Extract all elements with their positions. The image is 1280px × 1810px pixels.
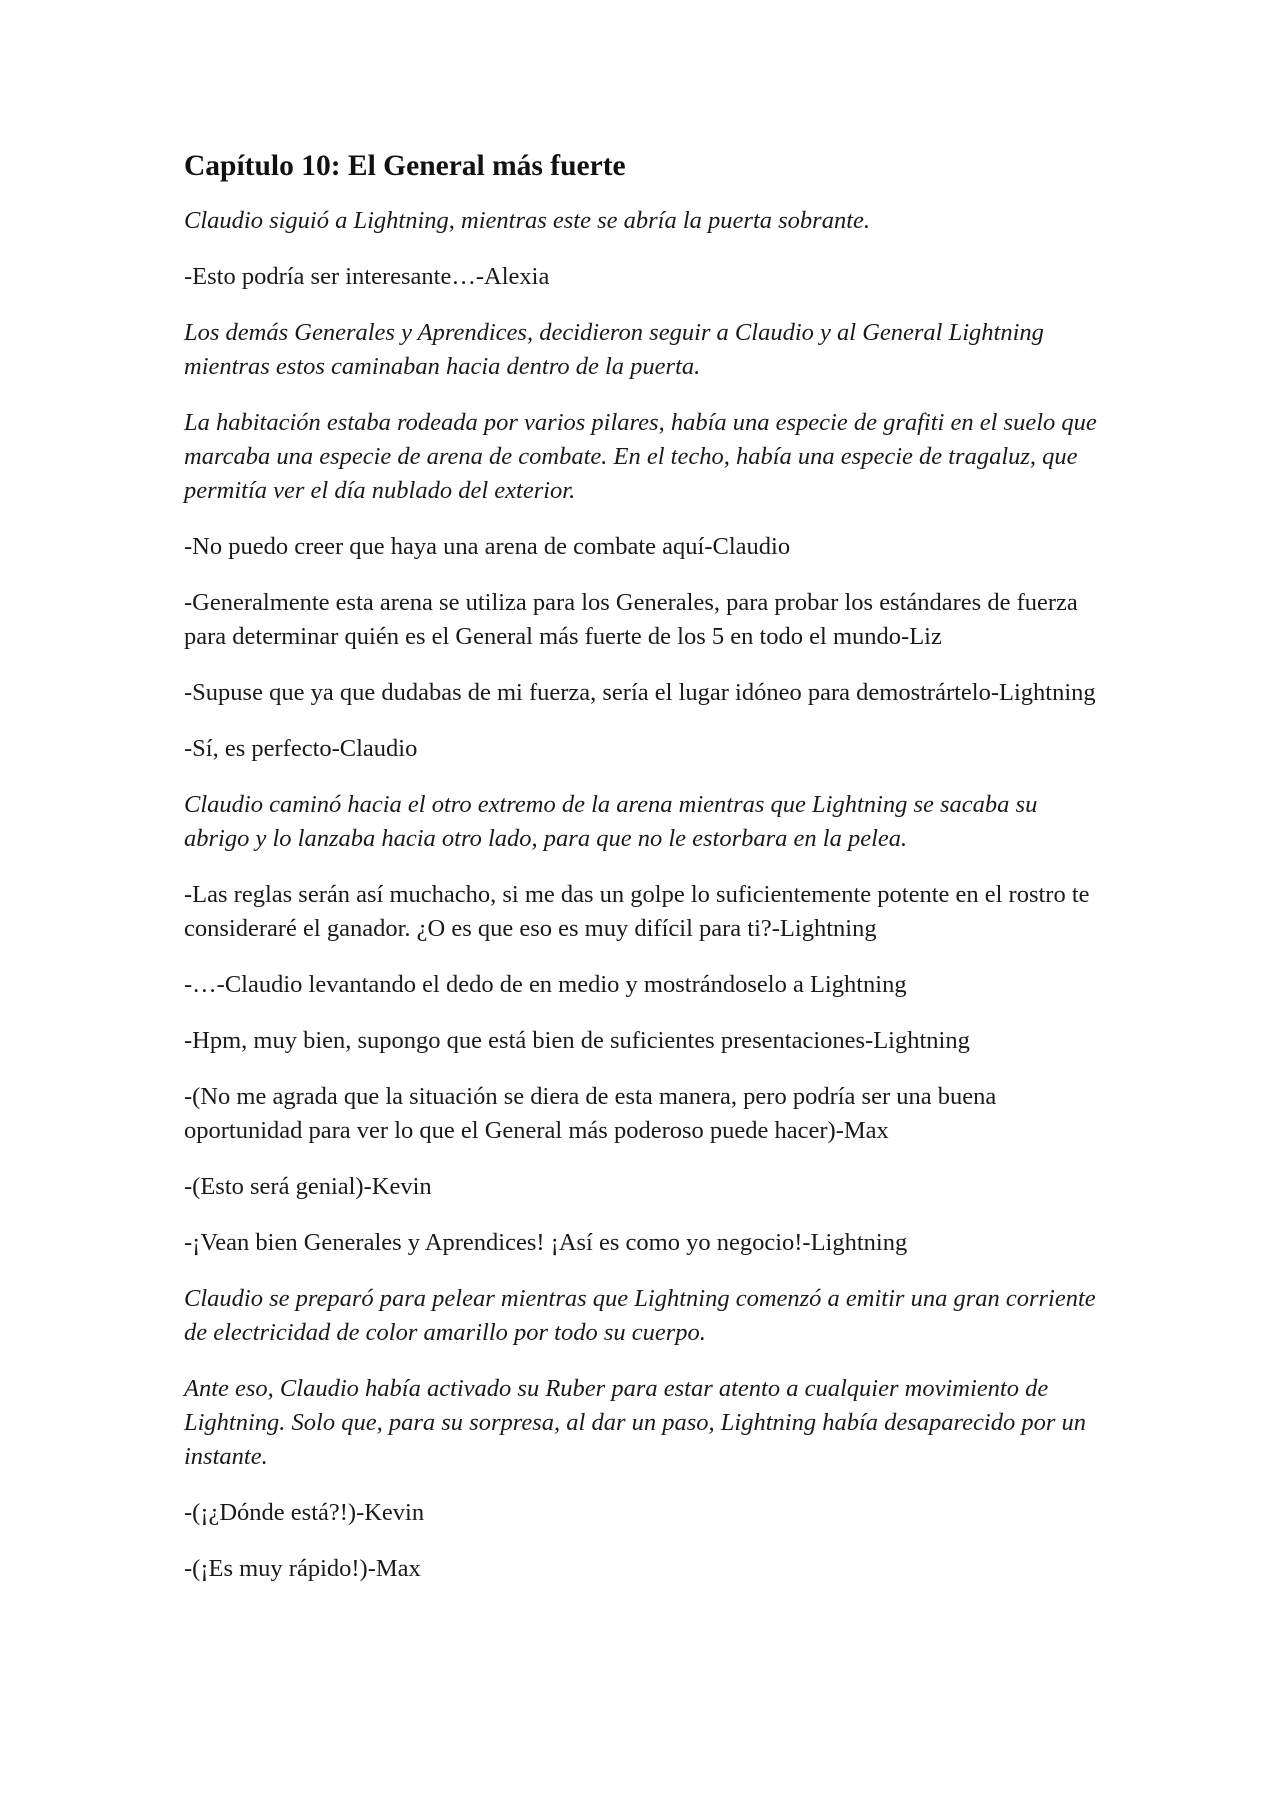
paragraph-narration: Claudio caminó hacia el otro extremo de la arena mientras que Lightning se sacaba su abrigo y lo lanzaba hacia otro lado, para que no le estorbara en la pelea. (184, 791, 1038, 852)
paragraph-dialogue: -Esto podría ser interesante…-Alexia (184, 263, 550, 290)
paragraph-narration: Los demás Generales y Aprendices, decidieron seguir a Claudio y al General Lightning mientras estos caminaban hacia dentro de la puerta. (184, 319, 1044, 380)
paragraph-dialogue: -Sí, es perfecto-Claudio (184, 735, 418, 762)
paragraph-dialogue: -…-Claudio levantando el dedo de en medio y mostrándoselo a Lightning (184, 971, 907, 998)
paragraph-dialogue: -Hpm, muy bien, supongo que está bien de suficientes presentaciones-Lightning (184, 1027, 970, 1054)
paragraph-dialogue: -(Esto será genial)-Kevin (184, 1173, 432, 1200)
paragraph-narration: Claudio se preparó para pelear mientras que Lightning comenzó a emitir una gran corriente de electricidad de color amarillo por todo su cuerpo. (184, 1285, 1096, 1346)
paragraph-dialogue: -Generalmente esta arena se utiliza para los Generales, para probar los estándares de fuerza para determinar quién es el General más fuerte de los 5 en todo el mundo-Liz (184, 589, 1078, 650)
paragraph-dialogue: -(¡¿Dónde está?!)-Kevin (184, 1499, 425, 1526)
chapter-title: Capítulo 10: El General más fuerte (184, 150, 626, 182)
document-page (184, 148, 1104, 1608)
paragraph-dialogue: -No puedo creer que haya una arena de combate aquí-Claudio (184, 533, 791, 560)
paragraph-narration: La habitación estaba rodeada por varios pilares, había una especie de grafiti en el suelo que marcaba una especie de arena de combate. En el techo, había una especie de tragaluz, que permitía ver el día nublado del exterior. (184, 409, 1097, 504)
paragraph-dialogue: -Las reglas serán así muchacho, si me das un golpe lo suficientemente potente en el rostro te consideraré el ganador. ¿O es que eso es muy difícil para ti?-Lightning (184, 881, 1090, 942)
paragraph-dialogue: -(No me agrada que la situación se diera de esta manera, pero podría ser una buena oportunidad para ver lo que el General más poderoso puede hacer)-Max (184, 1083, 997, 1144)
paragraph-narration: Ante eso, Claudio había activado su Ruber para estar atento a cualquier movimiento de Lightning. Solo que, para su sorpresa, al dar un paso, Lightning había desaparecido por un instante. (184, 1375, 1087, 1470)
paragraph-narration: Claudio siguió a Lightning, mientras este se abría la puerta sobrante. (184, 207, 871, 234)
paragraph-dialogue: -Supuse que ya que dudabas de mi fuerza, sería el lugar idóneo para demostrártelo-Lightning (184, 679, 1096, 706)
paragraph-dialogue: -(¡Es muy rápido!)-Max (184, 1555, 421, 1582)
paragraph-dialogue: -¡Vean bien Generales y Aprendices! ¡Así es como yo negocio!-Lightning (184, 1229, 908, 1256)
